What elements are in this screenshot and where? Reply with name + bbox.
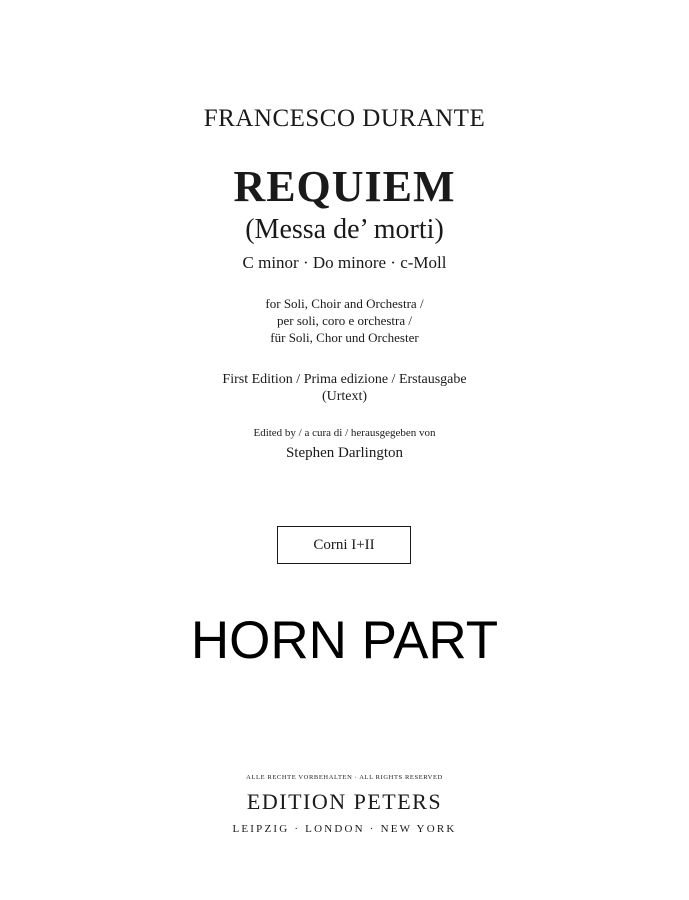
edition-block	[0, 371, 689, 405]
work-title: REQUIEM	[233, 162, 456, 211]
urtext-line: (Urtext)	[321, 389, 368, 404]
scoring-line-en: for Soli, Choir and Orchestra /	[265, 296, 424, 311]
edited-by-label: Edited by / a cura di / herausgegeben von	[253, 427, 436, 439]
scoring-line-de: für Soli, Chor und Orchester	[270, 330, 419, 345]
part-label: Corni I+II	[313, 536, 375, 553]
scoring-line-it: per soli, coro e orchestra /	[276, 313, 412, 328]
part-label-box	[277, 526, 411, 564]
work-subtitle: (Messa de’ morti)	[245, 214, 444, 245]
editor-name: Stephen Darlington	[285, 445, 404, 461]
key-signature: C minor · Do minore · c-Moll	[242, 253, 447, 272]
composer-name: FRANCESCO DURANTE	[203, 105, 486, 132]
publisher-cities: LEIPZIG · LONDON · NEW YORK	[232, 823, 457, 835]
part-heading: HORN PART	[190, 611, 499, 670]
edition-line: First Edition / Prima edizione / Erstausgabe	[222, 372, 467, 387]
scoring-block	[0, 295, 689, 346]
publisher-name: EDITION PETERS	[246, 789, 443, 814]
rights-notice: ALLE RECHTE VORBEHALTEN · ALL RIGHTS RESERVED	[246, 774, 443, 781]
